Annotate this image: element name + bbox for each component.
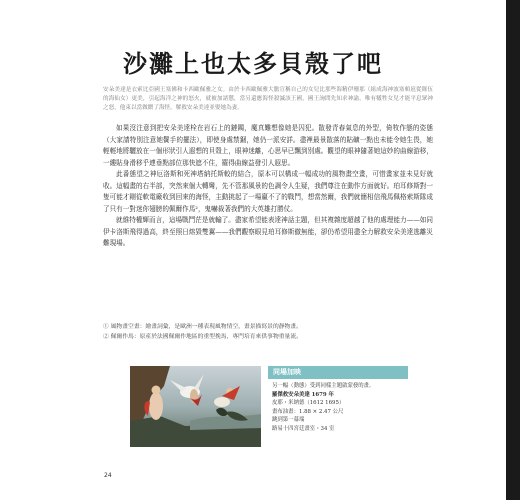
sidebar-line: 另一幅（動態）受到同樣主題啟蒙發的畫。 [272,383,375,389]
intro-paragraph: 安朵美達是衣索比亞國王塞佛和卡西歐佩雅之女。由於卡西歐佩雅大膽宣稱自己的女兒比那些海精伊珊那（組成海神波塞頓扈從隊伍的海仙女）更美，引起海洋之神的怒火，就被加諸懲，當另還應海怪殺滅該王國，國王詢問先知求神諭，唯有犧牲女兒才能平息眾神之怒，他束以當做餵了海怪，解救安朵美達並娶她為妻。 [103,87,433,111]
sidebar-line: 跳到第一幕端 [272,417,305,424]
top-bar [0,0,520,10]
footnote: ① 風物畫空畫：繪畫詞彙，是歐洲一種表現風物情空，畫景描寫景的靜物畫。 [103,324,302,330]
sidebar-heading: 同場加映 [268,366,408,379]
painting-image [130,366,261,447]
page-title: 沙灘上也太多貝殼了吧 [123,50,383,78]
sidebar-line: 羅傑救安朵美達 1679 年 [272,391,334,398]
page-number: 24 [104,472,112,479]
sidebar-line: 皮耶・米納德（1612 1695） [272,400,345,407]
footnote: ② 佩爾作馬：原產於法國佩爾作地區的重型挽馬，專門培育來供事物重量流。 [103,334,302,340]
body-paragraph: 就維特權輝而言，這場戰鬥茫是就輸了。盡家希望能表達神話主題，但其複雜度超越了他的處理能力——如同伊卡洛斯飛得過高，終至照日熔毀雙翼——我們觀察眼見珀耳修斯徹無能，卻仍希望用盡全力解救安朵美達逃離災難現場。 [103,216,433,247]
body-text [103,123,433,250]
sidebar-text [268,379,408,434]
footnotes [103,322,433,342]
sidebar-line: 路易十四宮廷畫室・34 室 [272,425,335,432]
sidebar-line: 畫布油畫：1.88 × 2.47 公尺 [272,408,344,415]
sidebar-box [268,366,408,447]
painting-illustration [130,366,261,447]
body-paragraph: 此番態望之神厄洛斯和死神塔納托斯較的結合，原本可以構成一幅成功的風物畫空畫，可惜畫家並未見好就收。這幅畫的右半部，突然來個大轉彎，先不管那風景的色調令人生疑，我們尊注在動作方面就好。珀耳修斯對一隻可能才剛從軟電廠收到回來的海怪，主動挑起了一場羸不了的戰鬥，想當然爾，我們就簡相信飛馬佩格索斯隊成了只有一對迷你翅膀的佩爾作馬²，鬼嚇裁著我們的大英雄打勝仗。 [103,170,433,213]
right-page-edge [506,0,520,500]
body-paragraph: 如果沒注意到把安朵美達栓在岩石上的鏈鐲，魔真難想像她是囚犯。散發青春氣息的外型，倚牧作態的姿態（大家請特別注意她鬢手的擺法），即使身處禁錮，她仍一派安詳。盡裡最景散落的貼礦一點也未能令她生畏，她輕輕地將驪放在一個形狀引人遐想的貝殼上，眼神迷離，心思早已飄到別處。觀望的眼神隨著她這妙的曲線游移，一縷貼身滑移乎連垂點部位那快遮不住，羅得曲線益發引人遐思。 [103,124,433,167]
